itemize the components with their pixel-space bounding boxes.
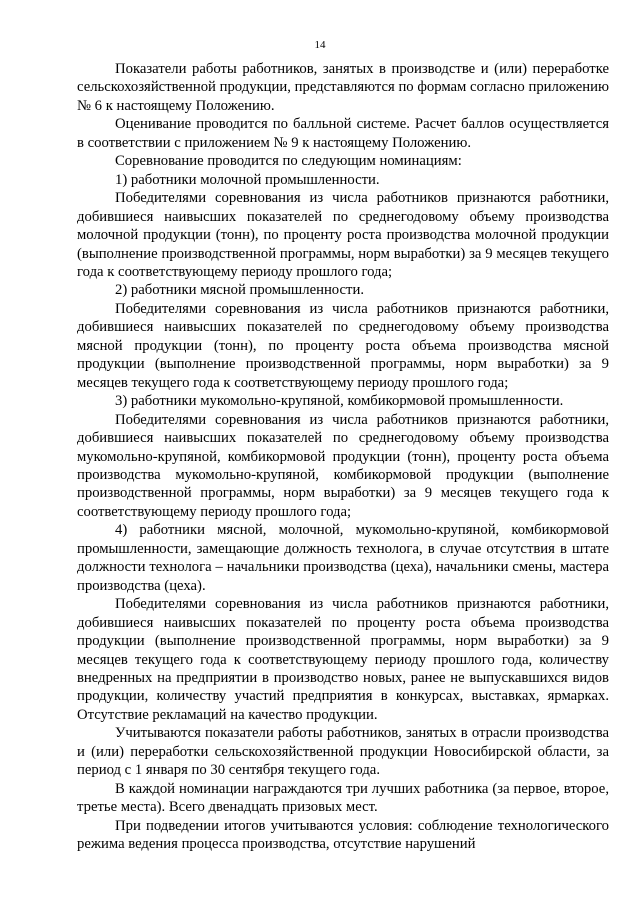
- paragraph-indicators-forms: Показатели работы работников, занятых в производстве и (или) переработке сельскохозяйственной продукции, представляются по формам согласно приложению № 6 к настоящему Положению.: [77, 61, 609, 114]
- paragraph-nominations-intro: Соревнование проводится по следующим номинациям:: [115, 153, 462, 170]
- document-body: [77, 60, 609, 853]
- paragraph-prize-places: В каждой номинации награждаются три лучших работника (за первое, второе, третье места). Всего двенадцать призовых мест.: [77, 780, 609, 816]
- nomination-4-heading: 4) работники мясной, молочной, мукомольно-крупяной, комбикормовой промышленности, замещающие должность технолога, в случае отсутствия в штате должности технолога – начальники производства (цеха), начальники смены, мастера производства (цеха).: [77, 522, 609, 594]
- page-number: 14: [314, 39, 326, 51]
- paragraph-evaluation-conditions: При подведении итогов учитываются условия: соблюдение технологического режима ведения процесса производства, отсутствие нарушений: [77, 817, 609, 853]
- nomination-3-heading: 3) работники мукомольно-крупяной, комбикормовой промышленности.: [115, 393, 564, 410]
- nomination-4-criteria: Победителями соревнования из числа работников признаются работники, добившиеся наивысших показателей по проценту роста объема производства продукции (выполнение производственной программы, норм выработки) за 9 месяцев текущего года к соответствующему периоду прошлого года, количеству внедренных на предприятии в производство новых, ранее не выпускавшихся видов продукции, количеству участий предприятия в конкурсах, выставках, ярмарках. Отсутствие рекламаций на качество продукции.: [77, 596, 609, 723]
- paragraph-reporting-period: Учитываются показатели работы работников, занятых в отрасли производства и (или) переработки сельскохозяйственной продукции Новосибирской области, за период с 1 января по 30 сентября текущего года.: [77, 725, 609, 779]
- nomination-1-criteria: Победителями соревнования из числа работников признаются работники, добившиеся наивысших показателей по среднегодовому объему производства молочной продукции (тонн), по проценту роста производства молочной продукции (выполнение производственной программы, норм выработки) за 9 месяцев текущего года к соответствующему периоду прошлого года;: [77, 190, 609, 280]
- nomination-2-criteria: Победителями соревнования из числа работников признаются работники, добившиеся наивысших показателей по среднегодовому объему производства мясной продукции (тонн), по проценту роста объема производства мясной продукции (выполнение производственной программы, норм выработки) за 9 месяцев текущего года к соответствующему периоду прошлого года;: [77, 300, 609, 391]
- paragraph-scoring-system: Оценивание проводится по балльной системе. Расчет баллов осуществляется в соответствии с приложением № 9 к настоящему Положению.: [77, 116, 609, 151]
- nomination-3-criteria: Победителями соревнования из числа работников признаются работники, добившиеся наивысших показателей по среднегодовому объему производства мукомольно-крупяной, комбикормовой продукции (тонн), проценту роста объема производства мукомольно-крупяной, комбикормовой продукции (выполнение производственной программы, норм выработки) за 9 месяцев текущего года к соответствующему периоду прошлого года;: [77, 411, 609, 520]
- nomination-2-heading: 2) работники мясной промышленности.: [115, 282, 364, 299]
- nomination-1-heading: 1) работники молочной промышленности.: [115, 171, 380, 188]
